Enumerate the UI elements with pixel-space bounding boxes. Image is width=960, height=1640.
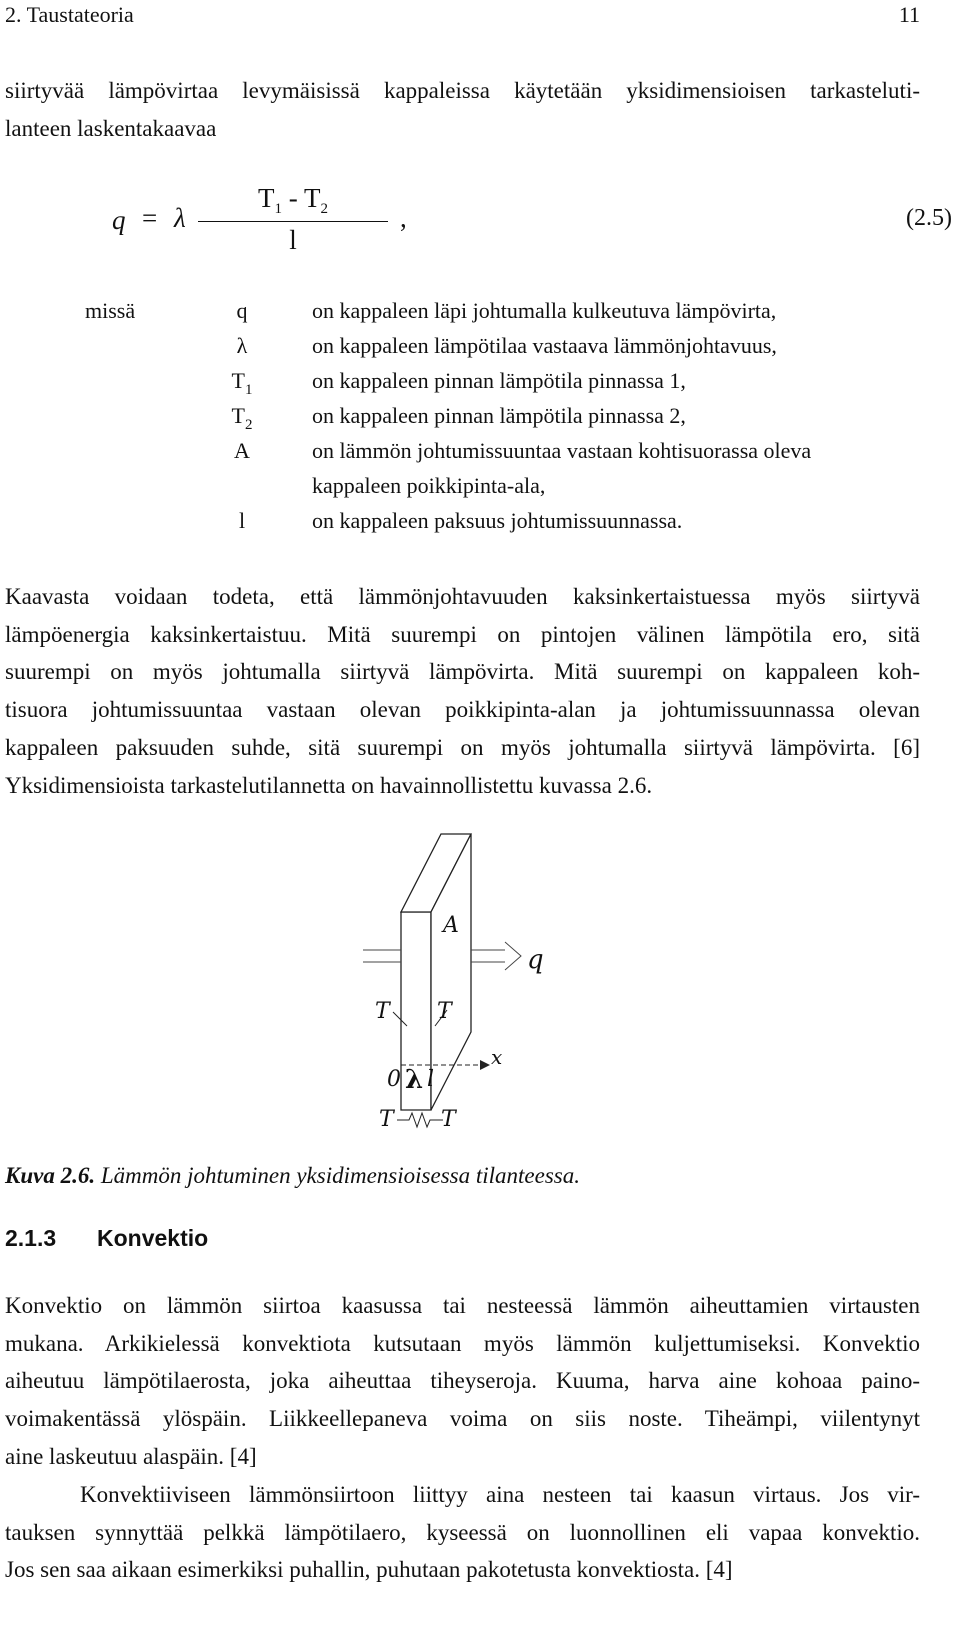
caption-text: Lämmön johtuminen yksidimensioisessa tilanteessa. [100,1163,580,1188]
equation-fraction [198,183,388,261]
text-line: lämpöenergia kaksinkertaistuu. Mitä suurempi on pintojen välinen lämpötila ero, sitä [5,621,920,647]
chapter-header: 2. Taustateoria [5,2,134,27]
text-line: aine laskeutuu alaspäin. [4] [5,1443,257,1469]
label-t-left: T [375,999,390,1024]
body-paragraph-1 [5,578,920,804]
figure-caption [5,1163,580,1189]
text-line: Yksidimensioista tarkastelutilannetta on havainnollistettu kuvassa 2.6. [5,772,653,798]
definition-text: on lämmön johtumissuuntaa vastaan kohtisuorassa oleva [312,438,812,463]
definition-symbol: $T_2$ [231,403,253,433]
page-number: 11 [898,2,920,27]
text-line: voimakentässä ylöspäin. Liikkeellepaneva voima on siis noste. Tiheämpi, viilentynyt [5,1406,920,1432]
definition-text: on kappaleen pinnan lämpötila pinnassa 2, [312,403,686,428]
x-axis-arrowhead [480,1060,490,1070]
fraction-denominator: l [289,225,297,255]
definition-text: kappaleen poikkipinta-ala, [312,473,546,498]
body-paragraph-2 [5,1287,920,1476]
equation-comma: , [400,203,407,233]
text-line: Konvektiiviseen lämmönsiirtoon liittyy aina nesteen tai kaasun virtaus. Jos vir- [80,1482,920,1507]
text-line: lanteen laskentakaavaa [5,115,217,141]
section-heading [5,1225,208,1252]
numerator-sub2: 2 [320,201,328,217]
definition-symbol: λ [236,333,248,358]
definition-text: on kappaleen läpi johtumalla kulkeutuva lämpövirta, [312,298,777,323]
text-line: suurempi on myös johtumalla siirtyvä lämpövirta. Mitä suurempi on kappaleen koh- [5,659,920,685]
equation-lhs: q [112,205,126,235]
intro-paragraph [5,72,920,147]
definition-symbol: l [238,508,246,533]
definition-symbol: A [234,438,250,463]
definition-symbol: q [236,298,248,323]
definition-text: on kappaleen lämpötilaa vastaava lämmönjohtavuus, [312,333,777,358]
numerator-minus: - [288,183,298,213]
section-title: Konvektio [97,1225,209,1251]
text-line: aiheutuu lämpötilaerosta, joka aiheuttaa tiheyseroja. Kuuma, harva aine kohoaa paino- [5,1368,920,1394]
text-line: Kaavasta voidaan todeta, että lämmönjohtavuuden kaksinkertaistuessa myös siirtyvä [5,584,920,609]
figure-conduction-slab [355,820,605,1140]
thermal-resistance-symbol [397,1113,443,1127]
definition-text: on kappaleen pinnan lämpötila pinnassa 1, [312,368,686,393]
label-resistance-t-right: T [441,1107,456,1132]
body-paragraph-3 [5,1476,920,1589]
label-l: l [427,1067,435,1092]
text-line: mukana. Arkikielessä konvektiota kutsutaan myös lämmön kuljettumiseksi. Konvektio [5,1330,920,1356]
text-line: siirtyvää lämpövirtaa levymäisissä kappaleissa käytetään yksidimensioisen tarkasteluti- [5,78,920,103]
text-line: kappaleen paksuuden suhde, sitä suurempi on myös johtumalla siirtyvä lämpövirta. [6] [5,734,920,760]
definitions-list [222,298,922,548]
section-number: 2.1.3 [5,1225,57,1251]
numerator-t1: T [257,183,275,213]
equation-number: (2.5) [906,205,952,231]
text-line: Konvektio on lämmön siirtoa kaasussa tai nesteessä lämmön aiheuttamien virtausten [5,1293,920,1318]
equation-lambda: λ [174,203,186,233]
fraction-numerator [198,183,388,217]
label-x: x [491,1045,503,1069]
label-t-right: T [437,999,452,1024]
fraction-bar [198,221,388,222]
definition-text: on kappaleen paksuus johtumissuunnassa. [312,508,683,533]
text-line: tisuora johtumissuuntaa vastaan olevan poikkipinta-alan ja johtumissuunnassa olevan [5,697,920,723]
equation-equals: = [142,203,158,233]
definitions-lead: missä [85,298,136,323]
label-flux: q [527,945,544,975]
numerator-sub1: 1 [274,201,282,217]
label-resistance-t-left: T [379,1107,394,1132]
definition-symbol: $T_1$ [231,368,253,398]
label-zero: 0 [387,1067,401,1092]
label-area: A [443,913,459,938]
numerator-t2: T [304,183,321,213]
text-line: tauksen synnyttää pelkkä lämpötilaero, kyseessä on luonnollinen eli vapaa konvektio. [5,1519,920,1545]
equation-2-5 [112,183,952,263]
caption-label: Kuva 2.6. [5,1163,96,1188]
label-lambda: λ [405,1065,424,1095]
text-line: Jos sen saa aikaan esimerkiksi puhallin, puhutaan pakotetusta konvektiosta. [4] [5,1557,733,1583]
